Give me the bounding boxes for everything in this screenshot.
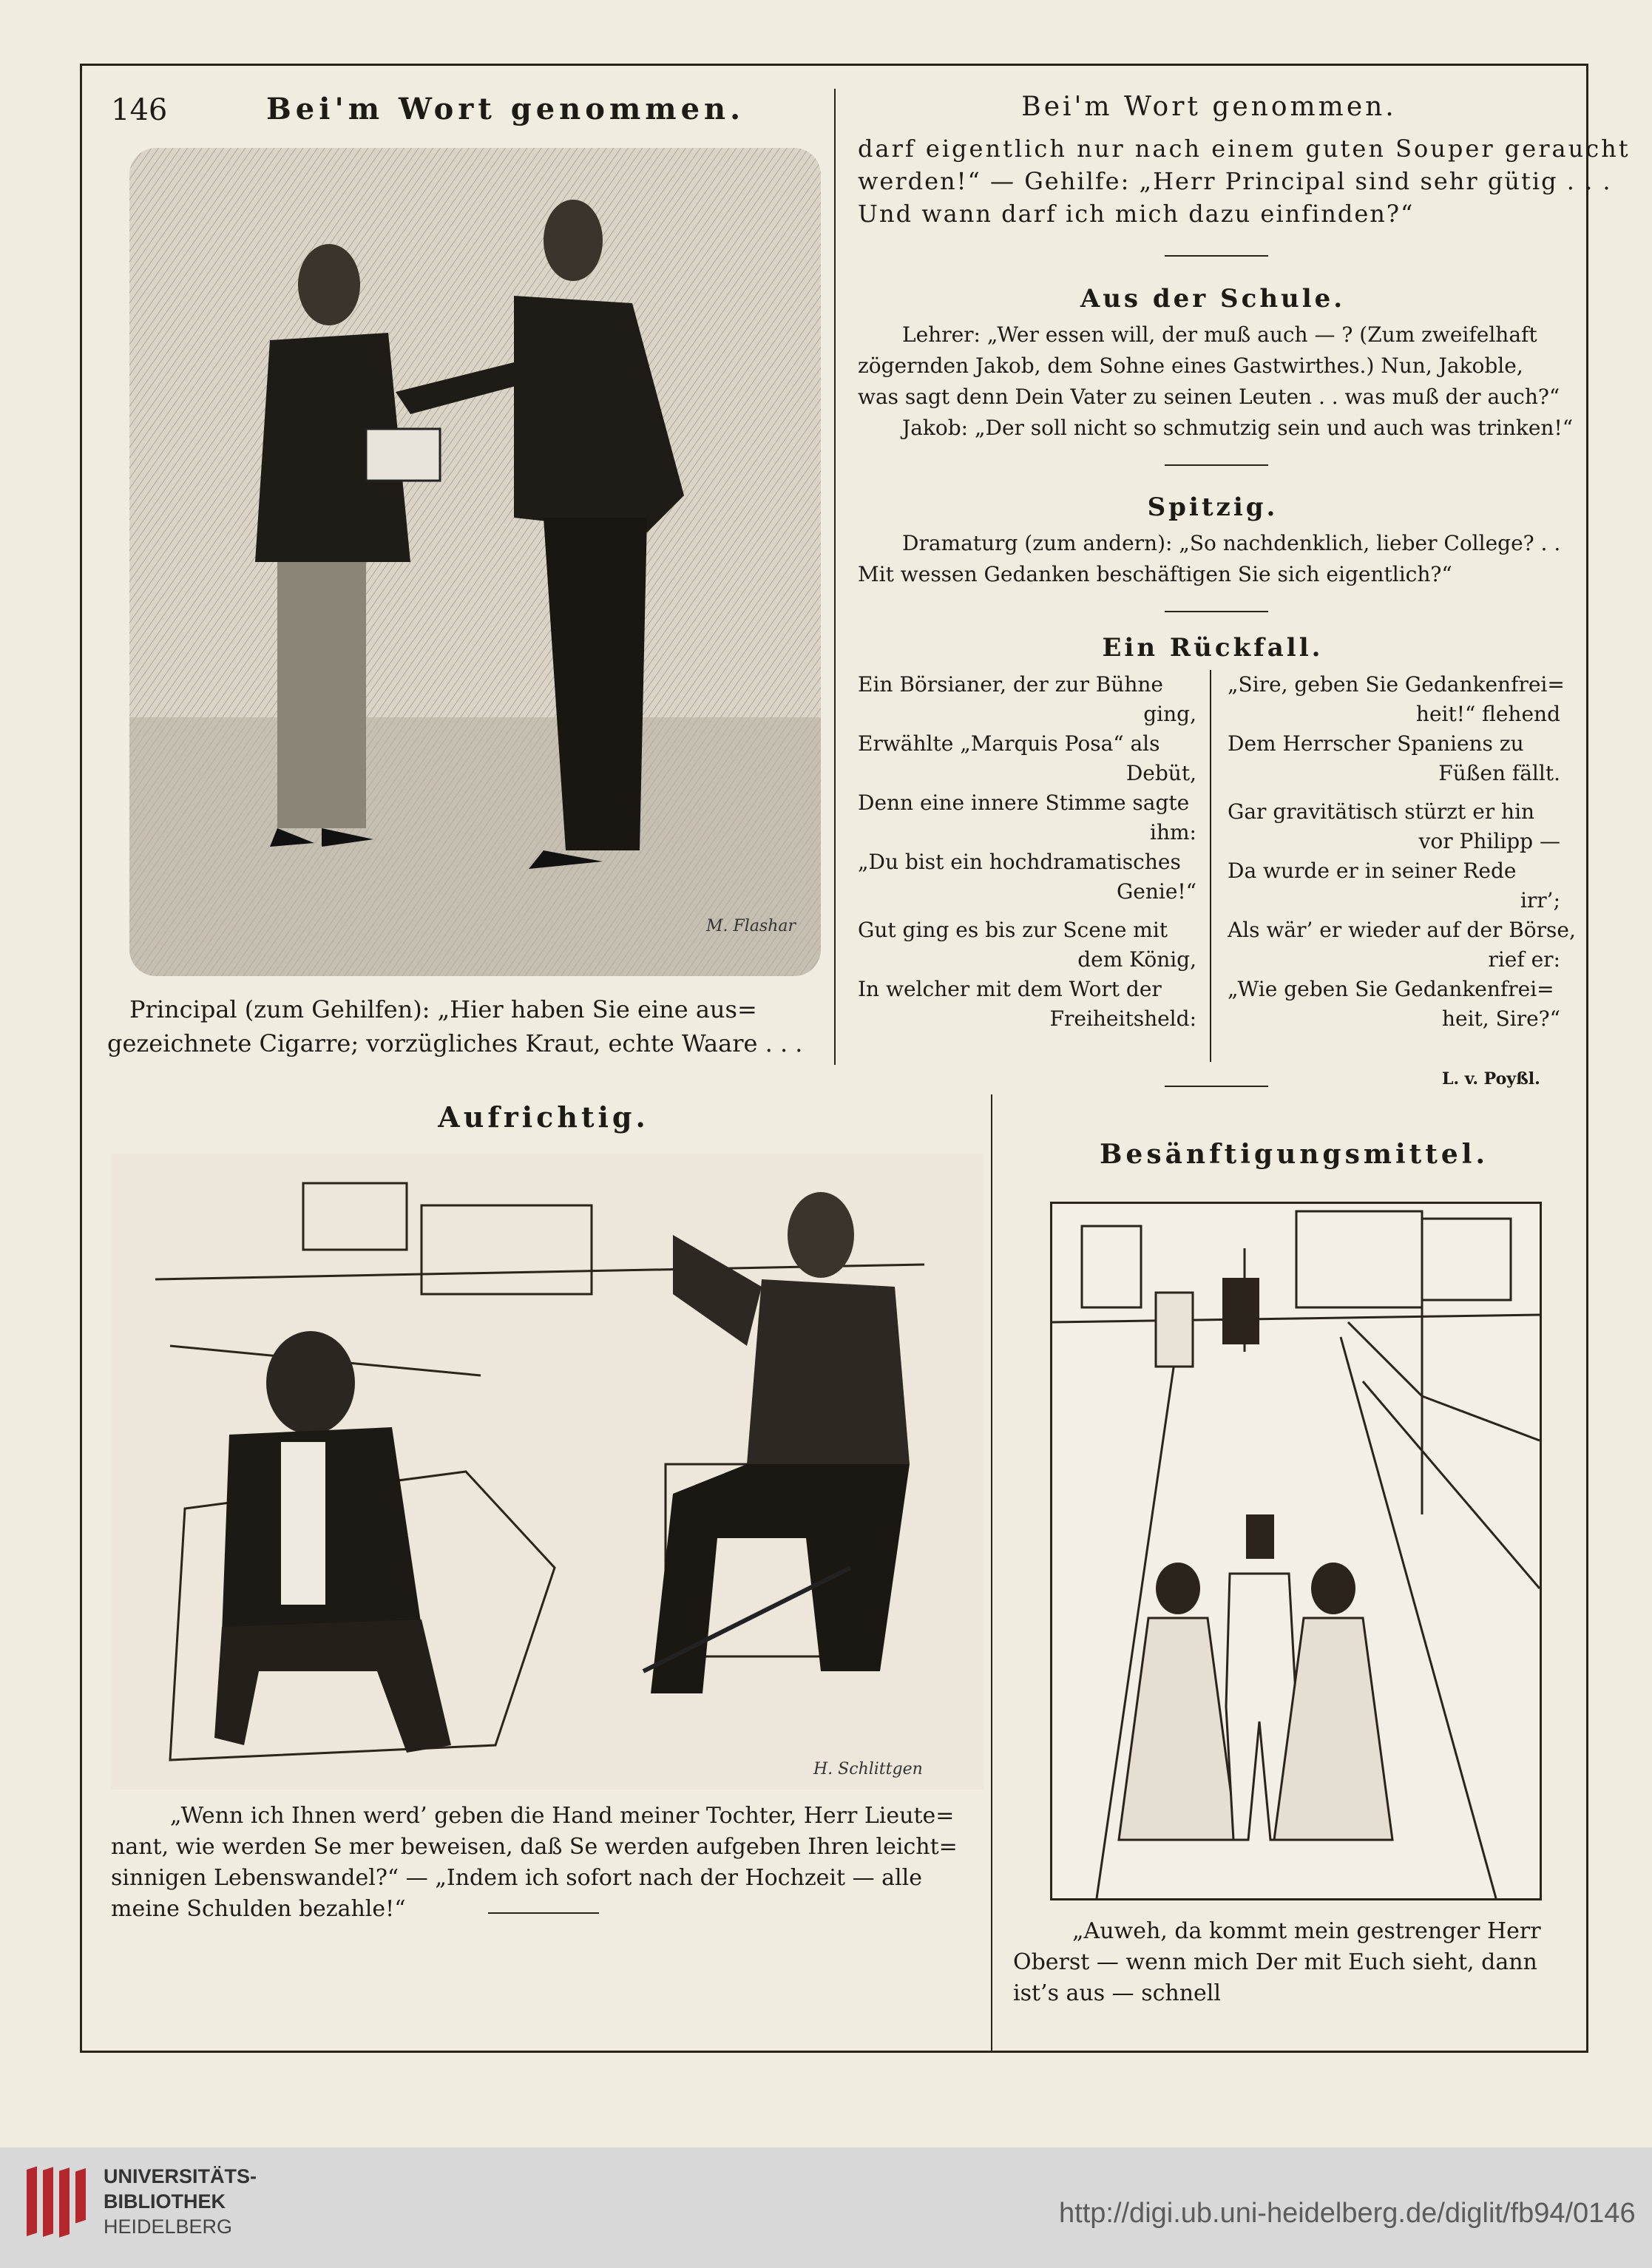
poem-line: Freiheitsheld: (1049, 1006, 1196, 1031)
poem-line: Genie!“ (1116, 879, 1196, 904)
poem-line: dem König, (1077, 947, 1196, 972)
aufrichtig-line4: meine Schulden bezahle!“ (111, 1896, 406, 1922)
spitzig-line2: Mit wessen Gedanken beschäftigen Sie sich eigentlich?“ (858, 562, 1452, 586)
illustration-father-lieutenant (111, 1154, 984, 1790)
poem-line: In welcher mit dem Wort der (858, 977, 1162, 1001)
poem-line: rief er: (1488, 947, 1560, 972)
poem-line: ging, (1143, 702, 1196, 726)
poem-line: Erwählte „Marquis Posa“ als (858, 731, 1160, 756)
spitzig-title: Spitzig. (1147, 492, 1279, 522)
besaenftigung-title: Besänftigungsmittel. (1100, 1139, 1489, 1170)
poem-line: „Sire, geben Sie Gedankenfrei= (1228, 672, 1565, 697)
signature-flashar: M. Flashar (706, 917, 796, 935)
rueckfall-title: Ein Rückfall. (1102, 633, 1324, 663)
library-name-line1: UNIVERSITÄTS- (104, 2165, 257, 2187)
aufrichtig-line3: sinnigen Lebenswandel?“ — „Indem ich sofort nach der Hochzeit — alle (111, 1865, 922, 1891)
aufrichtig-title: Aufrichtig. (438, 1100, 649, 1134)
spitzig-line1: Dramaturg (zum andern): „So nachdenklich, lieber College? . . (902, 531, 1561, 555)
column-divider-lower (991, 1094, 992, 2052)
rueckfall-author: L. v. Poyßl. (1442, 1069, 1540, 1089)
poem-column-divider (1210, 670, 1211, 1062)
besaenftigung-line1: „Auweh, da kommt mein gestrenger Herr (1072, 1918, 1541, 1944)
rueckfall-left-stanzas (858, 670, 1196, 1034)
besaenftigung-line3: ist’s aus — schnell (1013, 1980, 1221, 2006)
poem-line: Gar gravitätisch stürzt er hin (1228, 799, 1535, 824)
signature-schlittgen: H. Schlittgen (813, 1760, 923, 1778)
schule-line1: Lehrer: „Wer essen will, der muß auch — ? (Zum zweifelhaft (902, 322, 1537, 347)
aufrichtig-line2: nant, wie werden Se mer beweisen, daß Se werden aufgeben Ihren leicht= (111, 1834, 958, 1860)
source-url-link[interactable]: http://digi.ub.uni-heidelberg.de/diglit/fb94/0146 (1059, 2198, 1636, 2229)
left-header: Bei'm Wort genommen. (266, 92, 745, 126)
illustration-promenade (1050, 1202, 1542, 1900)
poem-line: Als wär’ er wieder auf der Börse, (1228, 918, 1576, 942)
page-number: 146 (111, 93, 168, 127)
short-rule-1 (1165, 255, 1268, 257)
library-name-line2: BIBLIOTHEK (104, 2190, 226, 2213)
short-rule-3 (1165, 611, 1268, 612)
poem-line: heit!“ flehend (1415, 702, 1560, 726)
poem-line: Dem Herrscher Spaniens zu (1228, 731, 1524, 756)
story1-continued-line3: Und wann darf ich mich dazu einfinden?“ (858, 200, 1415, 228)
poem-line: Da wurde er in seiner Rede (1228, 859, 1517, 883)
poem-line: ihm: (1150, 820, 1196, 844)
aufrichtig-line1: „Wenn ich Ihnen werd’ geben die Hand meiner Tochter, Herr Lieute= (170, 1803, 955, 1829)
story1-caption-line1: Principal (zum Gehilfen): „Hier haben Sie eine aus= (129, 995, 757, 1023)
column-divider-upper (834, 89, 836, 1065)
poem-line: Füßen fällt. (1438, 761, 1560, 785)
right-header: Bei'm Wort genommen. (1021, 92, 1397, 122)
poem-line: irr’; (1520, 888, 1560, 913)
schule-line3: was sagt denn Dein Vater zu seinen Leuten . . was muß der auch?“ (858, 385, 1560, 409)
schule-title: Aus der Schule. (1080, 284, 1346, 314)
short-rule-5 (488, 1912, 599, 1914)
short-rule-4 (1165, 1086, 1268, 1087)
poem-line: „Wie geben Sie Gedankenfrei= (1228, 977, 1554, 1001)
section-divider (80, 1065, 989, 1066)
poem-line: Ein Börsianer, der zur Bühne (858, 672, 1163, 697)
library-name-line3: HEIDELBERG (104, 2215, 233, 2238)
rueckfall-right-stanzas (1228, 670, 1576, 1034)
poem-line: „Du bist ein hochdramatisches (858, 850, 1181, 874)
university-library-logo-icon (22, 2161, 93, 2248)
poem-line: Debüt, (1125, 761, 1196, 785)
poem-line: Denn eine innere Stimme sagte (858, 791, 1190, 815)
story1-continued-line2: werden!“ — Gehilfe: „Herr Principal sind sehr gütig . . . (858, 167, 1612, 195)
schule-line2: zögernden Jakob, dem Sohne eines Gastwirthes.) Nun, Jakoble, (858, 353, 1523, 378)
poem-line: heit, Sire?“ (1441, 1006, 1560, 1031)
short-rule-2 (1165, 464, 1268, 466)
poem-line: vor Philipp — (1418, 829, 1560, 853)
story1-caption-line2: gezeichnete Cigarre; vorzügliches Kraut, echte Waare . . . (107, 1029, 803, 1057)
besaenftigung-line2: Oberst — wenn mich Der mit Euch sieht, dann (1013, 1949, 1537, 1975)
poem-line: Gut ging es bis zur Scene mit (858, 918, 1168, 942)
illustration-two-men (129, 148, 821, 976)
story1-continued-line1: darf eigentlich nur nach einem guten Souper geraucht (858, 135, 1631, 163)
schule-line4: Jakob: „Der soll nicht so schmutzig sein und auch was trinken!“ (902, 416, 1574, 440)
